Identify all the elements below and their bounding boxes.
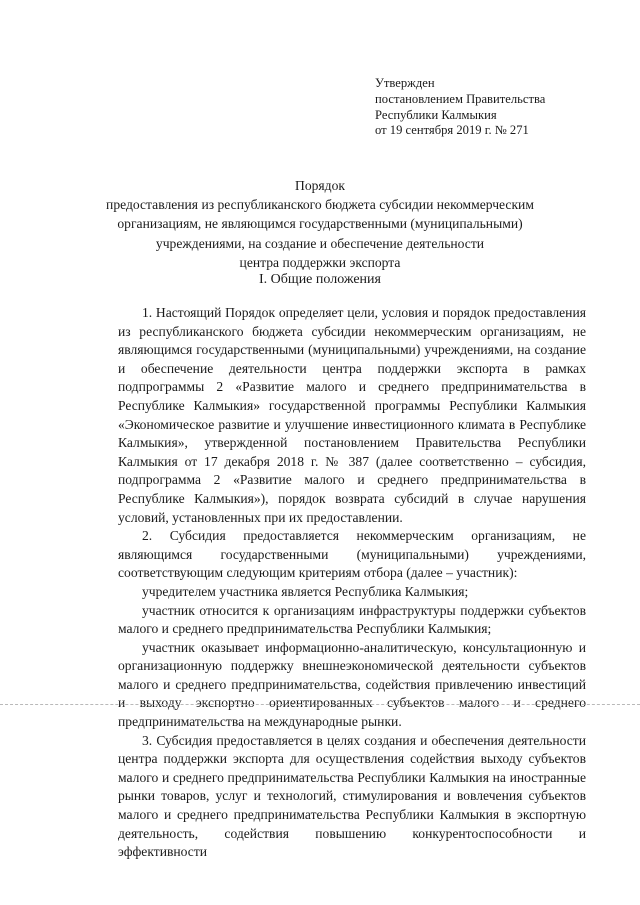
title-line: Порядок [295, 178, 345, 193]
paragraph: 1. Настоящий Порядок определяет цели, условия и порядок предоставления из республиканского бюджета субсидии некоммерческим организациям, не являющимся государственными (муниципальными) учреждениями, на создание и обеспечение деятельности центра поддержки экспорта в рамках подпрограммы 2 «Развитие малого и среднего предпринимательства в Республике Калмыкия» государственной программы Республики Калмыкия «Экономическое развитие и улучшение инвестиционного климата в Республике Калмыкия», утвержденной постановлением Правительства Республики Калмыкия от 17 декабря 2018 г. № 387 (далее соответственно – субсидия, подпрограмма 2 «Развитие малого и среднего предпринимательства в Республике Калмыкия»), порядок возврата субсидий в случае нарушения условий, установленных при их предоставлении. [118, 305, 586, 525]
title-line: предоставления из республиканского бюджета субсидии некоммерческим [106, 197, 534, 213]
title-line: учреждениями, на создание и обеспечение деятельности [155, 235, 485, 251]
paragraph: учредителем участника является Республика Калмыкия; [142, 583, 469, 599]
paragraph: 2. Субсидия предоставляется некоммерческим организациям, не являющимся государственными (муниципальными) учреждениями, соответствующим следующим критериям отбора (далее – участник): [118, 528, 586, 581]
approval-line: постановлением Правительства [375, 91, 546, 106]
section-heading: I. Общие положения [259, 272, 381, 287]
paragraph: участник оказывает информационно-аналитическую, консультационную и организационную поддержку внешнеэкономической деятельности субъектов малого и среднего предпринимательства, содействия привлечению инвестиций и выходу экспортно ориентированных субъектов малого и среднего предпринимательства на международные рынки. [118, 639, 586, 730]
title-line: центра поддержки экспорта [239, 254, 401, 270]
approval-line: Республики Калмыкия [375, 107, 497, 122]
approval-line: Утвержден [375, 76, 435, 90]
paragraph: участник относится к организациям инфраструктуры поддержки субъектов малого и среднего предпринимательства Республики Калмыкия; [118, 602, 586, 637]
document-body [118, 304, 586, 862]
document-title [60, 176, 580, 272]
title-line: организациям, не являющимся государственными (муниципальными) [117, 216, 523, 232]
approval-line: от 19 сентября 2019 г. № 271 [375, 123, 529, 138]
paragraph: 3. Субсидия предоставляется в целях создания и обеспечения деятельности центра поддержки экспорта для осуществления содействия выходу субъектов малого и среднего предпринимательства Республики Калмыкия на иностранные рынки товаров, услуг и технологий, стимулирования и вовлечения субъектов малого и среднего предпринимательства Республики Калмыкия в экспортную деятельность, содействия повышению конкурентоспособности и эффективности [118, 732, 586, 860]
approval-stamp [375, 76, 545, 139]
scan-artifact-line [0, 704, 640, 705]
